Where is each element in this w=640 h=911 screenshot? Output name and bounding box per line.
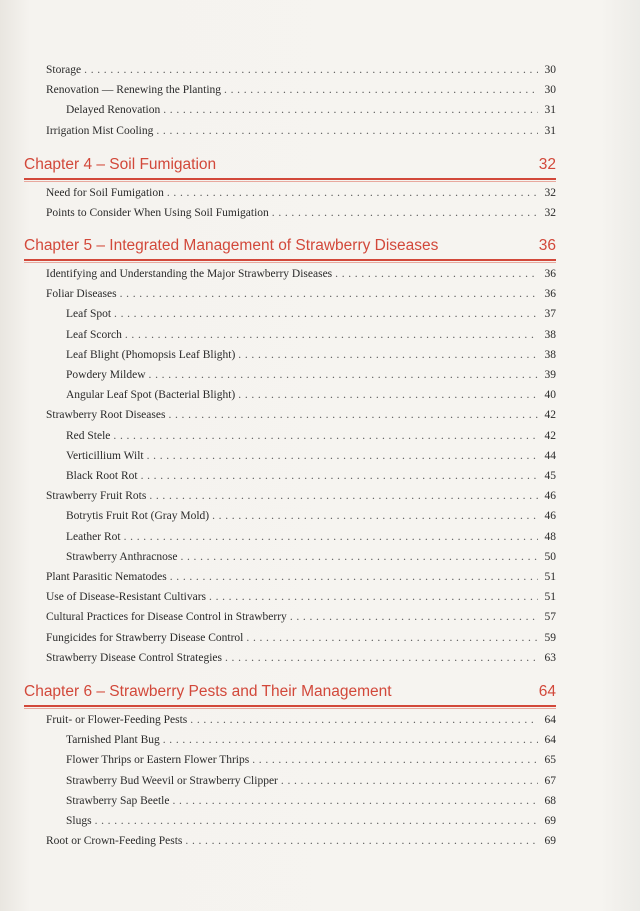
toc-entry-page: 37 [544, 308, 556, 321]
dot-leader [113, 429, 538, 443]
toc-entry[interactable] [66, 328, 556, 342]
chapter-heading[interactable] [24, 237, 556, 255]
toc-entry-page: 31 [544, 104, 556, 117]
toc-entry-page: 57 [544, 611, 556, 624]
chapter-rule [24, 705, 556, 707]
chapter-page: 36 [538, 237, 556, 254]
toc-entry-page: 44 [544, 449, 556, 462]
toc-entry[interactable] [46, 124, 556, 138]
dot-leader [252, 753, 538, 767]
toc-entry-page: 48 [544, 530, 556, 543]
toc-entry[interactable] [66, 103, 556, 117]
toc-entry-page: 64 [544, 734, 556, 747]
toc-entry[interactable] [66, 774, 556, 788]
dot-leader [163, 733, 538, 747]
toc-entry-title: Strawberry Disease Control Strategies [46, 651, 222, 664]
chapter-rule-secondary [24, 262, 556, 263]
toc-entry-title: Identifying and Understanding the Major Strawberry Diseases [46, 268, 333, 280]
toc-entry-title: Leaf Spot [66, 308, 112, 321]
toc-entry-title: Need for Soil Fumigation [46, 187, 164, 199]
toc-entry-page: 68 [544, 794, 556, 807]
toc-entry-page: 39 [544, 369, 556, 381]
dot-leader [335, 267, 538, 281]
toc-entry-title: Fungicides for Strawberry Disease Control [46, 631, 244, 644]
toc-entry-title: Delayed Renovation [66, 104, 161, 117]
toc-entry[interactable] [66, 388, 556, 402]
dot-leader [149, 489, 538, 503]
toc-entry-title: Red Stele [66, 429, 111, 442]
toc-entry-title: Strawberry Fruit Rots [46, 490, 147, 503]
toc-entry[interactable] [46, 206, 556, 220]
dot-leader [209, 590, 538, 604]
toc-entry-title: Strawberry Anthracnose [66, 550, 178, 563]
toc-entry-page: 38 [544, 328, 556, 341]
toc-entry-page: 31 [544, 124, 556, 137]
toc-entry-title: Use of Disease-Resistant Cultivars [46, 591, 207, 604]
toc-entry-title: Strawberry Bud Weevil or Strawberry Clipper [66, 774, 278, 787]
toc-entry-page: 32 [544, 187, 556, 199]
dot-leader [281, 774, 538, 788]
dot-leader [246, 631, 538, 645]
toc-entry-title: Points to Consider When Using Soil Fumigation [46, 207, 269, 220]
dot-leader [114, 307, 538, 321]
toc-entry-title: Tarnished Plant Bug [66, 734, 160, 747]
chapter-rule [24, 178, 556, 180]
dot-leader [147, 449, 538, 463]
dot-leader [167, 186, 538, 200]
toc-entry-title: Black Root Rot [66, 470, 138, 482]
toc-entry[interactable] [66, 794, 556, 808]
toc-entry-title: Botrytis Fruit Rot (Gray Mold) [66, 510, 210, 523]
dot-leader [95, 814, 538, 828]
toc-entry[interactable] [66, 814, 556, 828]
dot-leader [120, 287, 538, 301]
dot-leader [163, 103, 538, 117]
toc-entry-title: Leaf Scorch [66, 328, 122, 341]
toc-entry[interactable] [46, 83, 556, 97]
toc-entry[interactable] [46, 631, 556, 645]
toc-entry-title: Powdery Mildew [66, 369, 146, 381]
toc-entry-title: Leaf Blight (Phomopsis Leaf Blight) [66, 348, 236, 361]
dot-leader [168, 408, 538, 422]
toc-entry-page: 59 [544, 631, 556, 644]
toc-entry-title: Cultural Practices for Disease Control in Strawberry [46, 611, 287, 624]
toc-entry-page: 42 [544, 429, 556, 442]
chapter-page: 32 [538, 156, 556, 173]
toc-entry[interactable] [66, 449, 556, 463]
toc-entry[interactable] [66, 550, 556, 564]
toc-entry[interactable] [46, 408, 556, 422]
dot-leader [272, 206, 538, 220]
dot-leader [190, 713, 538, 727]
chapter-title: Chapter 5 – Integrated Management of Strawberry Diseases [24, 237, 439, 254]
toc-entry-page: 64 [544, 714, 556, 726]
toc-entry-page: 40 [544, 389, 556, 402]
toc-entry[interactable] [46, 590, 556, 604]
toc-entry[interactable] [46, 610, 556, 624]
toc-entry[interactable] [66, 753, 556, 767]
toc-entry-title: Strawberry Root Diseases [46, 409, 166, 422]
toc-entry-page: 36 [544, 288, 556, 301]
toc-entry-title: Renovation — Renewing the Planting [46, 84, 222, 97]
toc-entry-title: Irrigation Mist Cooling [46, 124, 154, 137]
toc-entry[interactable] [66, 429, 556, 443]
dot-leader [125, 328, 538, 342]
toc-entry-title: Leather Rot [66, 530, 121, 543]
toc-entry-page: 30 [544, 84, 556, 97]
dot-leader [149, 368, 538, 382]
toc-entry[interactable] [46, 63, 556, 77]
dot-leader [238, 388, 538, 402]
toc-entry[interactable] [46, 489, 556, 503]
dot-leader [156, 124, 538, 138]
chapter-title: Chapter 4 – Soil Fumigation [24, 156, 217, 173]
dot-leader [170, 570, 538, 584]
dot-leader [141, 469, 538, 483]
chapter-page: 64 [538, 683, 556, 700]
toc-entry-page: 65 [544, 754, 556, 767]
dot-leader [224, 83, 538, 97]
toc-entry-title: Strawberry Sap Beetle [66, 794, 170, 807]
toc-entry[interactable] [46, 651, 556, 665]
toc-entry[interactable] [66, 368, 556, 382]
toc-entry[interactable] [46, 287, 556, 301]
toc-entry-page: 69 [544, 835, 556, 848]
dot-leader [180, 550, 538, 564]
toc-entry-page: 38 [544, 348, 556, 361]
toc-entry-page: 46 [544, 510, 556, 523]
toc-entry[interactable] [66, 530, 556, 544]
toc-entry-page: 51 [544, 591, 556, 604]
dot-leader [238, 348, 538, 362]
toc-entry[interactable] [66, 307, 556, 321]
dot-leader [84, 63, 538, 77]
toc-entry-page: 46 [544, 490, 556, 503]
toc-entry-title: Verticillium Wilt [66, 449, 144, 462]
dot-leader [124, 530, 538, 544]
toc-entry-title: Plant Parasitic Nematodes [46, 571, 167, 583]
toc-entry-title: Flower Thrips or Eastern Flower Thrips [66, 754, 250, 767]
dot-leader [225, 651, 538, 665]
toc-entry[interactable] [46, 834, 556, 848]
toc-entry-page: 50 [544, 550, 556, 563]
toc-entry[interactable] [46, 713, 556, 727]
toc-entry-page: 45 [544, 470, 556, 482]
toc-entry-title: Root or Crown-Feeding Pests [46, 835, 183, 848]
toc-entry-title: Fruit- or Flower-Feeding Pests [46, 714, 188, 726]
toc-entry-title: Storage [46, 64, 82, 76]
chapter-rule-secondary [24, 708, 556, 709]
toc-entry[interactable] [66, 509, 556, 523]
dot-leader [172, 794, 538, 808]
toc-entry-page: 42 [544, 409, 556, 422]
toc-entry-page: 36 [544, 268, 556, 280]
toc-entry-title: Slugs [66, 815, 92, 827]
toc-entry-page: 30 [544, 64, 556, 76]
toc-entry[interactable] [46, 570, 556, 584]
toc-entry[interactable] [66, 733, 556, 747]
toc-entry-page: 32 [544, 207, 556, 220]
toc-entry-title: Foliar Diseases [46, 288, 117, 301]
chapter-rule [24, 259, 556, 261]
toc-entry-page: 69 [544, 815, 556, 827]
toc-entry-page: 63 [544, 651, 556, 664]
dot-leader [185, 834, 538, 848]
toc-entry-title: Angular Leaf Spot (Bacterial Blight) [66, 389, 236, 402]
toc-entry-page: 67 [544, 774, 556, 787]
toc-entry-page: 51 [544, 571, 556, 583]
dot-leader [290, 610, 538, 624]
chapter-title: Chapter 6 – Strawberry Pests and Their Management [24, 683, 392, 700]
toc-entry[interactable] [66, 348, 556, 362]
chapter-heading[interactable] [24, 156, 556, 174]
toc-entry[interactable] [46, 267, 556, 281]
toc-entry[interactable] [66, 469, 556, 483]
chapter-rule-secondary [24, 181, 556, 182]
toc-entry[interactable] [46, 186, 556, 200]
dot-leader [212, 509, 538, 523]
chapter-heading[interactable] [24, 683, 556, 701]
